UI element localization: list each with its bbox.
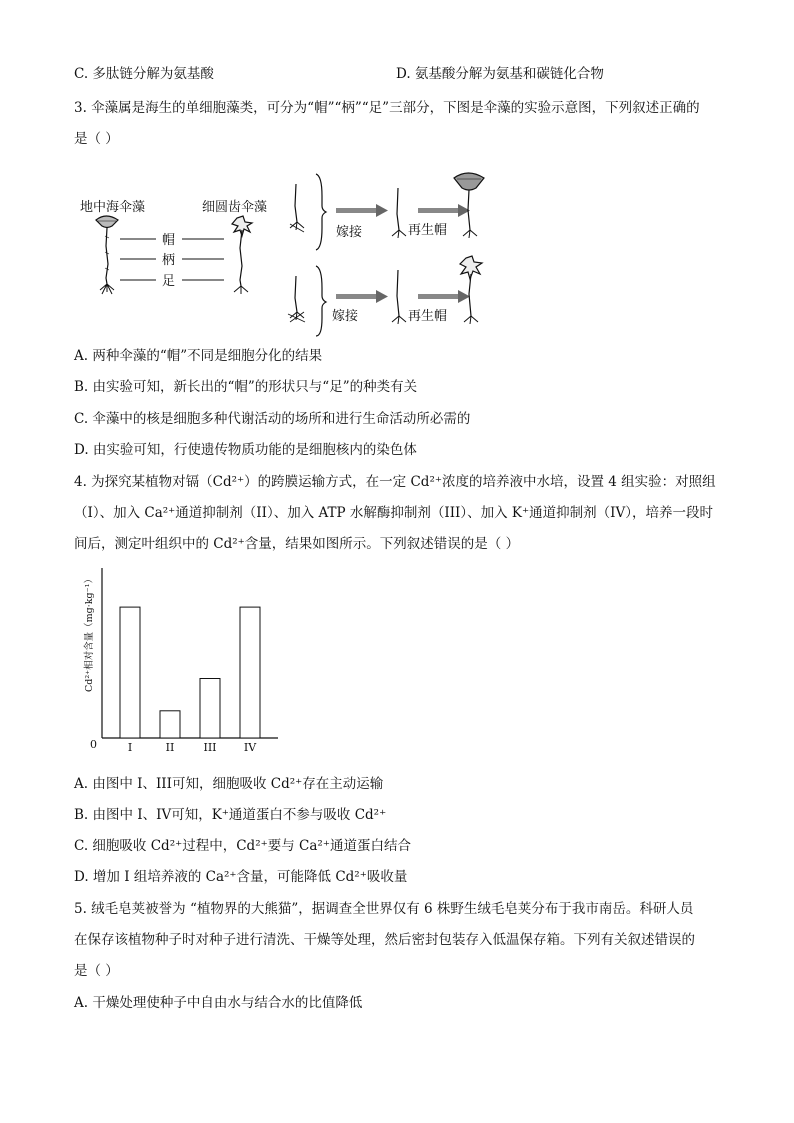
top-bracket — [316, 174, 326, 250]
q4-stem-line2: （I）、加入 Ca²⁺通道抑制剂（II）、加入 ATP 水解酶抑制剂（III）、加入 K⁺通道抑制剂（IV），培养一段时 — [74, 505, 713, 521]
q2-option-d: D. 氨基酸分解为氨基和碳链化合物 — [396, 66, 604, 82]
q3-stem-line2: 是（ ） — [74, 131, 119, 147]
part-stalk-label: 柄 — [162, 253, 176, 268]
bottom-grafted-alga-icon — [392, 270, 406, 324]
bar-III — [200, 679, 220, 739]
bottom-arrow-2 — [418, 290, 470, 303]
bottom-bracket — [316, 266, 326, 336]
y-axis-label: Cd²⁺相对含量（mg·kg⁻¹） — [84, 574, 95, 692]
bars-group — [120, 607, 260, 738]
q4-option-a: A. 由图中 I、III可知，细胞吸收 Cd²⁺存在主动运输 — [74, 776, 384, 792]
part-foot-label: 足 — [162, 274, 176, 289]
bottom-arrow-1 — [336, 290, 388, 303]
q5-stem-line1: 5. 绒毛皂荚被誉为 “植物界的大熊猫”，据调查全世界仅有 6 株野生绒毛皂荚分布于我市南岳。科研人员 — [74, 901, 694, 917]
crenulata-alga-icon — [232, 216, 252, 294]
regen-cap-label-top: 再生帽 — [408, 223, 448, 238]
category-label-IV: IV — [243, 741, 257, 754]
category-label-II: II — [165, 741, 175, 754]
q3-stem-line1: 3. 伞藻属是海生的单细胞藻类，可分为“帽”“柄”“足”三部分，下图是伞藻的实验示意图，下列叙述正确的 — [74, 100, 700, 116]
top-row-stalk-icon — [290, 184, 304, 232]
bar-II — [160, 711, 180, 738]
q4-stem-line3: 间后，测定叶组织中的 Cd²⁺含量，结果如图所示。下列叙述错误的是（ ） — [74, 536, 520, 552]
bar-I — [120, 607, 140, 738]
graft-label-top: 嫁接 — [336, 225, 363, 240]
top-grafted-alga-icon — [392, 188, 406, 238]
q5-stem-line2: 在保存该植物种子时对种子进行清洗、干燥等处理，然后密封包装存入低温保存箱。下列有关叙述错误的 — [74, 932, 695, 948]
graft-label-bottom: 嫁接 — [332, 309, 359, 324]
part-cap-label: 帽 — [162, 233, 176, 248]
q2-option-c: C. 多肽链分解为氨基酸 — [74, 66, 214, 82]
q4-option-d: D. 增加 I 组培养液的 Ca²⁺含量，可能降低 Cd²⁺吸收量 — [74, 869, 408, 885]
mediterranea-alga-icon — [96, 216, 118, 294]
bottom-regenerated-star-alga-icon — [460, 256, 482, 324]
category-label-III: III — [203, 741, 217, 754]
top-arrow-1 — [336, 204, 388, 217]
q5-option-a: A. 干燥处理使种子中自由水与结合水的比值降低 — [74, 995, 363, 1011]
q4-option-b: B. 由图中 I、IV可知，K⁺通道蛋白不参与吸收 Cd²⁺ — [74, 807, 387, 823]
crenulata-label: 细圆齿伞藻 — [202, 200, 268, 215]
cd-content-bar-chart — [74, 562, 294, 762]
q5-stem-line3: 是（ ） — [74, 963, 119, 979]
regen-cap-label-bottom: 再生帽 — [408, 309, 448, 324]
bottom-row-stalk-icon — [288, 276, 305, 322]
origin-label: 0 — [90, 738, 97, 751]
q4-stem-line1: 4. 为探究某植物对镉（Cd²⁺）的跨膜运输方式，在一定 Cd²⁺浓度的培养液中水培，设置 4 组实验：对照组 — [74, 474, 716, 490]
q3-option-d: D. 由实验可知，行使遗传物质功能的是细胞核内的染色体 — [74, 442, 417, 458]
acetabularia-figure — [74, 166, 514, 338]
top-arrow-2 — [418, 204, 470, 217]
q4-option-c: C. 细胞吸收 Cd²⁺过程中，Cd²⁺要与 Ca²⁺通道蛋白结合 — [74, 838, 411, 854]
bar-IV — [240, 607, 260, 738]
q3-option-c: C. 伞藻中的核是细胞多种代谢活动的场所和进行生命活动所必需的 — [74, 411, 471, 427]
q3-option-a: A. 两种伞藻的“帽”不同是细胞分化的结果 — [74, 348, 323, 364]
mediterranea-label: 地中海伞藻 — [80, 200, 146, 215]
category-label-I: I — [127, 741, 133, 754]
q3-option-b: B. 由实验可知，新长出的“帽”的形状只与“足”的种类有关 — [74, 379, 418, 395]
category-labels-group — [128, 741, 257, 754]
